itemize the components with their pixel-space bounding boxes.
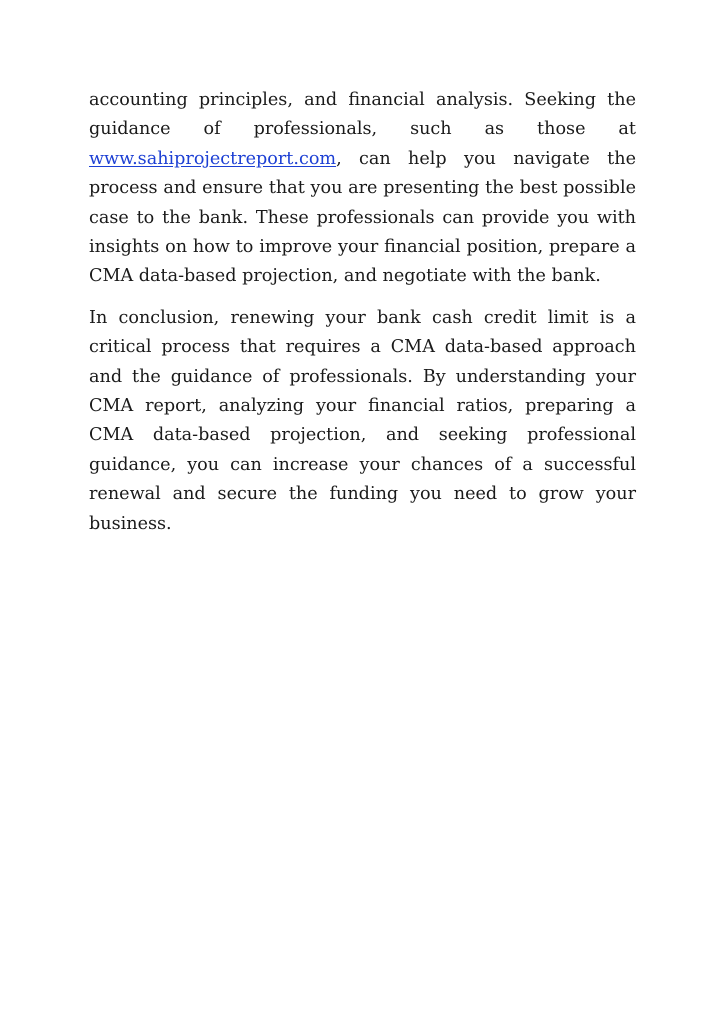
sahiprojectreport-link[interactable]: www.sahiprojectreport.com [89, 148, 337, 169]
paragraph-1-lead-text: accounting principles, and financial analysis. Seeking the guidance of professionals, such as those at [89, 90, 636, 140]
paragraph-1-trail-text: , can help you navigate the process and ensure that you are presenting the best possible case to the bank. These professionals can provide you with insights on how to improve your financial position, prepare a CMA data-based projection, and negotiate with the bank. [89, 148, 636, 287]
document-body [89, 86, 636, 551]
paragraph-conclusion: In conclusion, renewing your bank cash credit limit is a critical process that requires a CMA data-based approach and the guidance of professionals. By understanding your CMA report, analyzing your financial ratios, preparing a CMA data-based projection, and seeking professional guidance, you can increase your chances of a successful renewal and secure the funding you need to grow your business. [89, 307, 636, 534]
paragraph-professional-guidance [89, 86, 636, 292]
